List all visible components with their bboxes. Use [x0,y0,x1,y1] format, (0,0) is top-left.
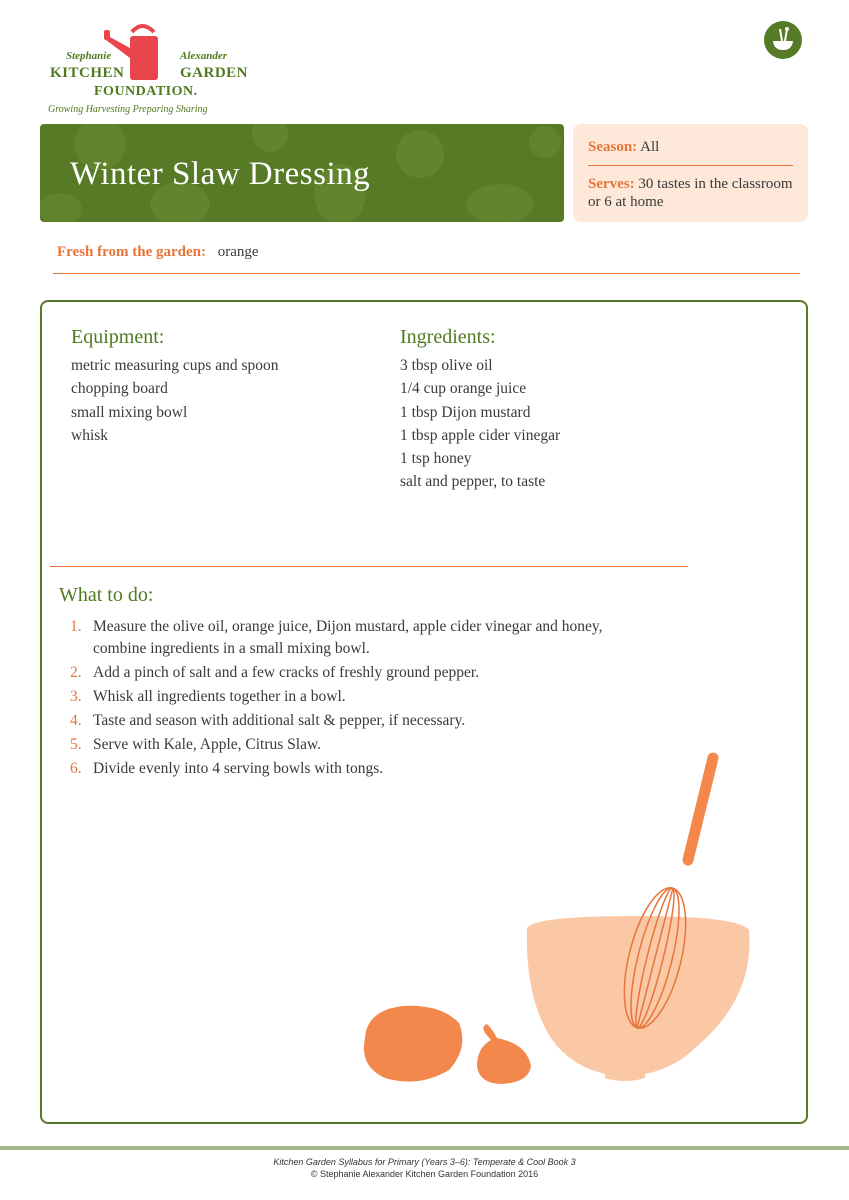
method-step [70,686,630,708]
footer-book-title: Kitchen Garden Syllabus for Primary (Years 3–6): Temperate & Cool Book 3 [273,1157,576,1167]
section-divider [50,566,688,567]
step-text: Add a pinch of salt and a few cracks of freshly ground pepper. [93,664,480,681]
step-text: Taste and season with additional salt & pepper, if necessary. [93,712,466,729]
footer-copyright: © Stephanie Alexander Kitchen Garden Foundation 2016 [310,1169,539,1179]
garlic-icon [477,1024,531,1084]
equipment-item: whisk [71,426,109,444]
orange-icon [364,1006,462,1082]
equipment-heading: Equipment: [71,326,165,348]
fresh-divider [53,273,800,274]
ingredients-heading: Ingredients: [400,326,496,348]
method-heading: What to do: [59,584,154,606]
serves-value: 30 tastes in the classroom or 6 at home [588,176,793,210]
season-row [588,138,793,166]
footer [0,1156,849,1180]
ingredient-item: 3 tbsp olive oil [400,357,493,374]
method-step [70,662,630,684]
logo-name-first: Stephanie [66,50,112,62]
footer-bar [0,1146,849,1150]
recipe-info-box [573,124,808,222]
step-number: 4. [70,712,82,729]
logo-name-last: Alexander [180,50,228,62]
step-text: Divide evenly into 4 serving bowls with tongs. [93,760,384,777]
equipment-section [71,324,371,447]
step-number: 1. [70,618,82,635]
ingredients-section [400,324,700,494]
bowl-with-utensils-icon [763,20,803,60]
method-step [70,616,630,660]
step-number: 3. [70,688,82,705]
season-value: All [640,139,660,155]
fresh-label: Fresh from the garden: [57,244,207,260]
step-number: 5. [70,736,82,753]
logo-word-kitchen: KITCHEN [50,65,125,81]
equipment-item: chopping board [71,380,168,398]
recipe-title-banner [40,124,564,222]
logo-word-foundation: FOUNDATION. [94,84,198,99]
equipment-item: metric measuring cups and spoon [71,357,279,374]
fresh-value: orange [217,244,259,260]
step-number: 6. [70,760,82,777]
step-text: Measure the olive oil, orange juice, Dijon mustard, apple cider vinegar and honey, combine ingredients in a small mixing bowl. [93,618,603,657]
ingredient-item: 1 tbsp apple cider vinegar [400,426,561,444]
step-text: Whisk all ingredients together in a bowl. [93,688,346,705]
recipe-title: Winter Slaw Dressing [70,156,371,192]
fresh-from-garden [57,244,259,261]
method-step [70,710,630,732]
serves-row [588,175,793,211]
step-text: Serve with Kale, Apple, Citrus Slaw. [93,736,322,753]
logo-tagline: Growing Harvesting Preparing Sharing [48,104,208,115]
ingredient-item: 1 tsp honey [400,450,472,468]
ingredient-item: salt and pepper, to taste [400,473,546,491]
ingredient-item: 1 tbsp Dijon mustard [400,403,531,421]
season-label: Season: [588,139,638,155]
foundation-logo [44,18,259,118]
ingredient-item: 1/4 cup orange juice [400,380,527,398]
bowl-whisk-illustration [355,748,755,1093]
serves-label: Serves: [588,176,635,192]
logo-word-garden: GARDEN [180,65,249,81]
step-number: 2. [70,664,82,681]
equipment-item: small mixing bowl [71,403,188,421]
